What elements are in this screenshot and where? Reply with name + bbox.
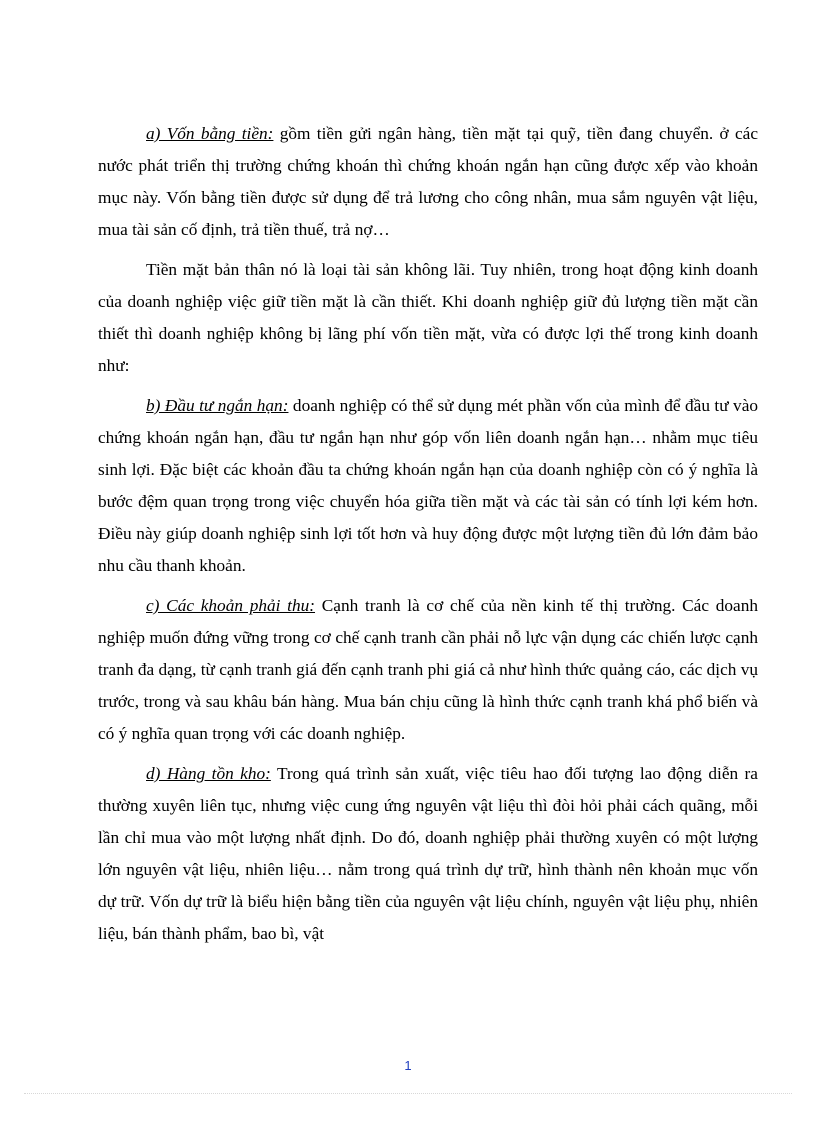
paragraph-text: doanh nghiệp có thể sử dụng mét phần vốn của mình để đầu tư vào chứng khoán ngắn hạn, đầu tư ngắn hạn như góp vốn liên doanh ngắn hạn… nhằm mục tiêu sinh lợi. Đặc biệt các khoản đầu ta chứng khoán ngắn hạn của doanh nghiệp còn có ý nghĩa là bước đệm quan trọng trong việc chuyển hóa giữa tiền mặt và các tài sản có tính lợi kém hơn. Điều này giúp doanh nghiệp sinh lợi tốt hơn và huy động được một lượng tiền đủ lớn đảm bảo nhu cầu thanh khoản. bbox=[98, 396, 759, 575]
paragraph-text: gồm tiền gửi ngân hàng, tiền mặt tại quỹ, tiền đang chuyển. ở các nước phát triển thị trường chứng khoán thì chứng khoán ngắn hạn cũng được xếp vào khoản mục này. Vốn bằng tiền được sử dụng để trả lương cho công nhân, mua sắm nguyên vật liệu, mua tài sản cố định, trả tiền thuế, trả nợ… bbox=[98, 124, 758, 239]
paragraph-tien-mat bbox=[98, 254, 758, 382]
heading-cac-khoan-phai-thu: c) Các khoản phải thu: bbox=[146, 596, 316, 615]
paragraph-text: Tiền mặt bản thân nó là loại tài sản không lãi. Tuy nhiên, trong hoạt động kinh doanh của doanh nghiệp việc giữ tiền mặt là cần thiết. Khi doanh nghiệp giữ đủ lượng tiền mặt cần thiết thì doanh nghiệp không bị lãng phí vốn tiền mặt, vừa có được lợi thế trong kinh doanh như: bbox=[98, 260, 758, 375]
paragraph-von-bang-tien bbox=[98, 118, 758, 246]
document-body bbox=[98, 118, 758, 958]
paragraph-hang-ton-kho bbox=[98, 758, 758, 950]
heading-von-bang-tien: a) Vốn bằng tiền: bbox=[146, 124, 274, 143]
paragraph-dau-tu-ngan-han bbox=[98, 390, 758, 582]
heading-hang-ton-kho: d) Hàng tồn kho: bbox=[146, 764, 271, 783]
paragraph-text: Trong quá trình sản xuất, việc tiêu hao đối tượng lao động diễn ra thường xuyên liên tục, nhưng việc cung ứng nguyên vật liệu thì đòi hỏi phải cách quãng, mỗi lần chỉ mua vào một lượng nhất định. Do đó, doanh nghiệp phải thường xuyên có một lượng lớn nguyên vật liệu, nhiên liệu… nằm trong quá trình dự trữ, hình thành nên khoản mục vốn dự trữ. Vốn dự trữ là biểu hiện bằng tiền của nguyên vật liệu chính, nguyên vật liệu phụ, nhiên liệu, bán thành phẩm, bao bì, vật bbox=[98, 764, 758, 943]
page-number: 1 bbox=[404, 1058, 412, 1073]
footer-divider bbox=[24, 1093, 792, 1094]
paragraph-text: Cạnh tranh là cơ chế của nền kinh tế thị trường. Các doanh nghiệp muốn đứng vững trong cơ chế cạnh tranh cần phải nỗ lực vận dụng các chiến lược cạnh tranh đa dạng, từ cạnh tranh giá đến cạnh tranh phi giá cả như hình thức quảng cáo, các dịch vụ trước, trong và sau khâu bán hàng. Mua bán chịu cũng là hình thức cạnh tranh khá phổ biến và có ý nghĩa quan trọng với các doanh nghiệp. bbox=[98, 596, 758, 743]
heading-dau-tu-ngan-han: b) Đầu tư ngắn hạn: bbox=[146, 396, 289, 415]
paragraph-cac-khoan-phai-thu bbox=[98, 590, 758, 750]
